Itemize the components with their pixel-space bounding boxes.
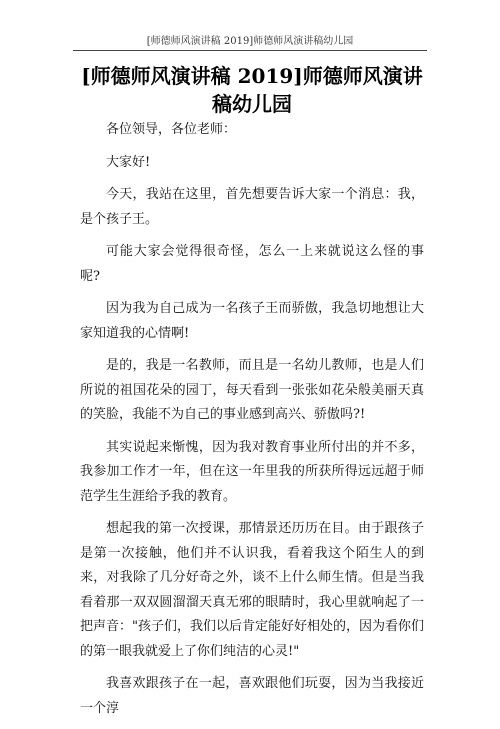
header-divider [73, 50, 427, 51]
document-body [80, 118, 424, 729]
document-title: [师德师风演讲稿 2019]师德师风演讲稿幼儿园 [81, 64, 423, 116]
paragraph: 是的，我是一名教师，而且是一名幼儿教师，也是人们所说的祖国花朵的园丁，每天看到一张张如花朵般美丽天真的笑脸，我能不为自己的事业感到高兴、骄傲吗?! [80, 358, 424, 422]
running-header: [师德师风演讲稿 2019]师德师风演讲稿幼儿园 [146, 36, 354, 47]
paragraph: 其实说起来惭愧，因为我对教育事业所付出的并不多，我参加工作才一年，但在这一年里我的所获所得远远超于师范学生生涯给予我的教育。 [80, 439, 424, 504]
paragraph: 可能大家会觉得很奇怪，怎么一上来就说这么怪的事呢? [80, 244, 424, 284]
paragraph: 今天，我站在这里，首先想要告诉大家一个消息：我，是个孩子王。 [80, 187, 424, 227]
paragraph: 想起我的第一次授课，那情景还历历在目。由于跟孩子是第一次接触，他们并不认识我，看着我这个陌生人的到来，对我除了几分好奇之外，谈不上什么师生情。但是当我看着那一双双圆溜溜天真无邪的眼睛时，我心里就响起了一把声音："孩子们，我们以后肯定能好好相处的，因为看你们的第一眼我就爱上了你们纯洁的心灵!" [80, 521, 424, 659]
paragraph: 因为我为自己成为一名孩子王而骄傲，我急切地想让大家知道我的心情啊! [80, 301, 424, 341]
paragraph: 我喜欢跟孩子在一起，喜欢跟他们玩耍，因为当我接近一个淳 [80, 676, 424, 716]
paragraph-greeting: 大家好! [106, 154, 151, 170]
paragraph-salutation: 各位领导，各位老师： [106, 122, 237, 137]
